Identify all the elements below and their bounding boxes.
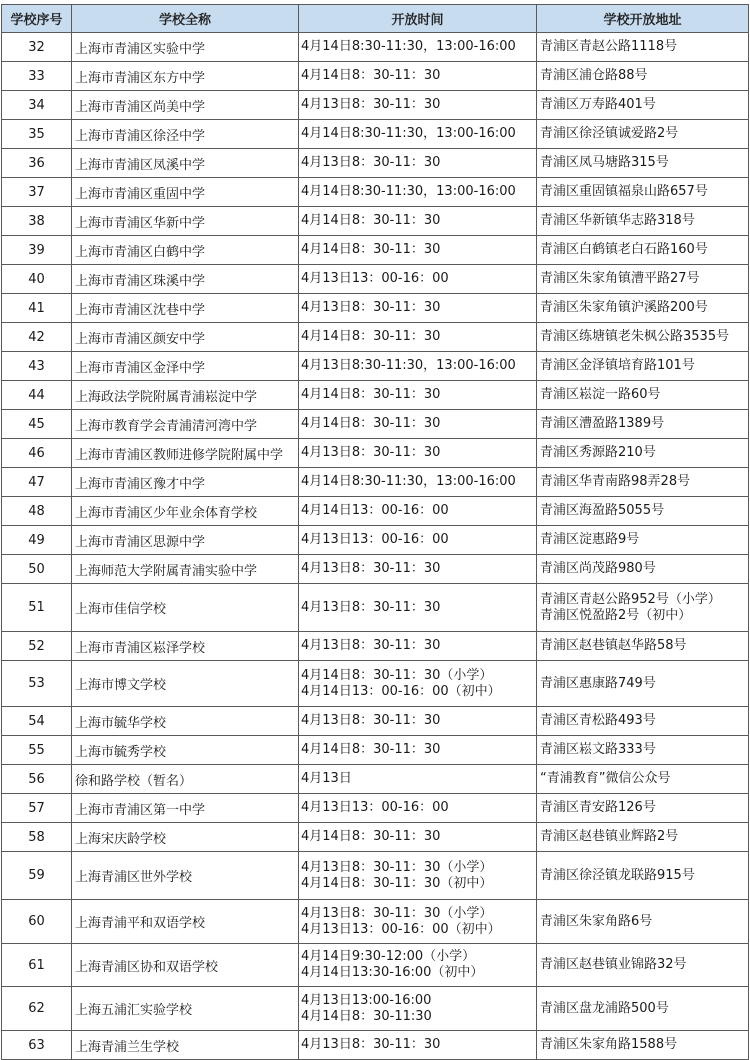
table-row — [2, 149, 749, 178]
cell-school-number: 45 — [2, 410, 72, 439]
cell-school-name: 上海市青浦区东方中学 — [72, 62, 299, 91]
cell-open-address — [537, 1031, 749, 1060]
cell-open-address — [537, 468, 749, 497]
cell-school-number: 48 — [2, 497, 72, 526]
open-time-line: 4月14日8：30-11：30 — [301, 387, 441, 402]
cell-school-name: 上海市博文学校 — [72, 661, 299, 707]
cell-open-address — [537, 497, 749, 526]
open-address-line: 青浦区惠康路749号 — [540, 675, 656, 691]
open-address-line: 青浦区重固镇福泉山路657号 — [540, 184, 708, 199]
cell-school-name: 徐和路学校（暂名） — [72, 765, 299, 794]
cell-school-name: 上海市青浦区教师进修学院附属中学 — [72, 439, 299, 468]
open-time-line: 4月14日8：30-11：30 — [301, 329, 441, 344]
cell-school-number: 35 — [2, 120, 72, 149]
open-time-line: 4月14日8:30-11:30，13:00-16:00 — [301, 184, 516, 199]
table-row — [2, 823, 749, 852]
cell-school-number: 56 — [2, 765, 72, 794]
cell-open-address — [537, 91, 749, 120]
open-address-line: 青浦区徐泾镇龙联路915号 — [540, 867, 695, 883]
open-address-line: 青浦区凤马塘路315号 — [540, 155, 669, 170]
open-time-line: 4月14日9:30-12:00（小学） — [301, 949, 476, 964]
table-row — [2, 91, 749, 120]
cell-open-time — [299, 736, 537, 765]
cell-open-address — [537, 707, 749, 736]
table-row — [2, 794, 749, 823]
cell-school-name: 上海师范大学附属青浦实验中学 — [72, 555, 299, 584]
cell-school-name: 上海市青浦区重固中学 — [72, 178, 299, 207]
cell-school-name: 上海青浦平和双语学校 — [72, 900, 299, 944]
cell-open-address — [537, 794, 749, 823]
table-body — [2, 33, 749, 1060]
cell-school-name: 上海市青浦区第一中学 — [72, 794, 299, 823]
open-address-line: 青浦区赵巷镇业辉路2号 — [540, 829, 679, 844]
cell-open-time — [299, 352, 537, 381]
cell-open-time — [299, 765, 537, 794]
open-address-line: 青浦区白鹤镇老白石路160号 — [540, 242, 708, 257]
cell-school-name: 上海市青浦区尚美中学 — [72, 91, 299, 120]
cell-school-name: 上海政法学院附属青浦崧淀中学 — [72, 381, 299, 410]
cell-school-number: 32 — [2, 33, 72, 62]
open-address-line: 青浦区万寿路401号 — [540, 97, 656, 112]
cell-open-address — [537, 944, 749, 987]
open-time-line: 4月14日8：30-11：30 — [301, 416, 441, 431]
cell-school-name: 上海市教育学会青浦清河湾中学 — [72, 410, 299, 439]
table-row — [2, 439, 749, 468]
cell-school-name: 上海市青浦区凤溪中学 — [72, 149, 299, 178]
cell-open-time — [299, 584, 537, 632]
table-row — [2, 765, 749, 794]
open-address-line: 青浦区盘龙浦路500号 — [540, 1000, 669, 1016]
open-time-line: 4月14日8：30-11：30（小学） — [301, 667, 493, 683]
table-row — [2, 1031, 749, 1060]
open-address-line: 青浦区华青南路98弄28号 — [540, 474, 691, 489]
open-time-line: 4月13日8：30-11：30 — [301, 445, 441, 460]
table-row — [2, 265, 749, 294]
open-time-line: 4月14日8:30-11:30，13:00-16:00 — [301, 474, 516, 489]
cell-school-number: 58 — [2, 823, 72, 852]
open-time-line: 4月14日8：30-11:30 — [301, 1008, 432, 1024]
open-time-line: 4月13日13：00-16：00（初中） — [301, 921, 501, 937]
open-time-line: 4月13日8：30-11：30（小学） — [301, 859, 493, 875]
table-row — [2, 497, 749, 526]
open-time-line: 4月14日8:30-11:30，13:00-16:00 — [301, 39, 516, 54]
table-row — [2, 294, 749, 323]
cell-school-number: 63 — [2, 1031, 72, 1060]
open-address-line: 青浦区华新镇华志路318号 — [540, 213, 695, 228]
cell-school-number: 39 — [2, 236, 72, 265]
open-address-line: 青浦区青安路126号 — [540, 800, 656, 815]
cell-open-address — [537, 236, 749, 265]
cell-school-number: 37 — [2, 178, 72, 207]
open-address-line: 青浦区尚茂路980号 — [540, 561, 656, 576]
open-address-line: 青浦区青赵公路952号（小学） — [540, 591, 721, 607]
open-time-line: 4月13日8：30-11：30 — [301, 300, 441, 315]
cell-school-number: 54 — [2, 707, 72, 736]
open-address-line: 青浦区崧文路333号 — [540, 742, 656, 757]
open-address-line: 青浦区朱家角镇漕平路27号 — [540, 271, 700, 286]
cell-open-address — [537, 900, 749, 944]
cell-open-time — [299, 987, 537, 1031]
cell-school-name: 上海市青浦区金泽中学 — [72, 352, 299, 381]
cell-school-number: 40 — [2, 265, 72, 294]
open-time-line: 4月13日8：30-11：30 — [301, 599, 441, 615]
open-time-line: 4月14日8：30-11：30 — [301, 829, 441, 844]
table-row — [2, 944, 749, 987]
cell-open-address — [537, 294, 749, 323]
cell-open-address — [537, 120, 749, 149]
cell-open-time — [299, 555, 537, 584]
cell-open-time — [299, 149, 537, 178]
cell-school-name: 上海市佳信学校 — [72, 584, 299, 632]
cell-school-name: 上海市青浦区华新中学 — [72, 207, 299, 236]
cell-school-number: 61 — [2, 944, 72, 987]
table-row — [2, 736, 749, 765]
table-row — [2, 555, 749, 584]
cell-school-name: 上海市青浦区沈巷中学 — [72, 294, 299, 323]
cell-open-address — [537, 33, 749, 62]
table-row — [2, 526, 749, 555]
open-address-line: 青浦区漕盈路1389号 — [540, 416, 665, 431]
cell-open-address — [537, 323, 749, 352]
header-school-number: 学校序号 — [2, 5, 72, 33]
cell-school-name: 上海市毓秀学校 — [72, 736, 299, 765]
cell-open-time — [299, 468, 537, 497]
open-address-line: 青浦区朱家角镇沪溪路200号 — [540, 300, 708, 315]
open-address-line: 青浦区青赵公路1118号 — [540, 39, 678, 54]
cell-school-name: 上海青浦区世外学校 — [72, 852, 299, 900]
cell-open-address — [537, 207, 749, 236]
cell-school-number: 53 — [2, 661, 72, 707]
cell-school-name: 上海市青浦区少年业余体育学校 — [72, 497, 299, 526]
cell-open-address — [537, 584, 749, 632]
cell-open-address — [537, 736, 749, 765]
table-row — [2, 33, 749, 62]
cell-open-address — [537, 352, 749, 381]
cell-open-address — [537, 661, 749, 707]
cell-school-name: 上海宋庆龄学校 — [72, 823, 299, 852]
table-row — [2, 987, 749, 1031]
open-address-line: 青浦区秀源路210号 — [540, 445, 656, 460]
table-row — [2, 178, 749, 207]
cell-open-address — [537, 265, 749, 294]
header-school-name: 学校全称 — [72, 5, 299, 33]
cell-school-name: 上海青浦兰生学校 — [72, 1031, 299, 1060]
cell-school-number: 34 — [2, 91, 72, 120]
cell-school-name: 上海市青浦区珠溪中学 — [72, 265, 299, 294]
cell-open-time — [299, 900, 537, 944]
open-time-line: 4月13日8:30-11:30，13:00-16:00 — [301, 358, 516, 373]
table-header — [2, 5, 749, 33]
open-address-line: 青浦区朱家角路6号 — [540, 913, 653, 929]
cell-school-number: 36 — [2, 149, 72, 178]
cell-open-address — [537, 526, 749, 555]
cell-open-time — [299, 381, 537, 410]
table-row — [2, 584, 749, 632]
table-row — [2, 707, 749, 736]
cell-school-number: 44 — [2, 381, 72, 410]
cell-open-time — [299, 120, 537, 149]
cell-school-name: 上海市青浦区豫才中学 — [72, 468, 299, 497]
cell-open-time — [299, 852, 537, 900]
cell-open-time — [299, 526, 537, 555]
cell-school-number: 52 — [2, 632, 72, 661]
open-time-line: 4月13日8：30-11：30 — [301, 561, 441, 576]
open-time-line: 4月14日8：30-11：30 — [301, 742, 441, 757]
table-row — [2, 207, 749, 236]
table-row — [2, 632, 749, 661]
cell-school-name: 上海青浦区协和双语学校 — [72, 944, 299, 987]
cell-school-name: 上海五浦汇实验学校 — [72, 987, 299, 1031]
cell-open-time — [299, 794, 537, 823]
open-time-line: 4月13日8：30-11：30 — [301, 97, 441, 112]
table-row — [2, 661, 749, 707]
cell-open-time — [299, 632, 537, 661]
cell-school-number: 46 — [2, 439, 72, 468]
table-row — [2, 120, 749, 149]
cell-open-address — [537, 439, 749, 468]
cell-school-name: 上海市青浦区思源中学 — [72, 526, 299, 555]
cell-open-time — [299, 91, 537, 120]
cell-school-number: 51 — [2, 584, 72, 632]
open-address-line: 青浦区徐泾镇诚爱路2号 — [540, 126, 679, 141]
cell-open-time — [299, 62, 537, 91]
cell-open-address — [537, 62, 749, 91]
open-time-line: 4月14日8:30-11:30，13:00-16:00 — [301, 126, 516, 141]
cell-open-time — [299, 823, 537, 852]
cell-open-time — [299, 497, 537, 526]
open-time-line: 4月13日13：00-16：00 — [301, 800, 449, 815]
header-open-address: 学校开放地址 — [537, 5, 749, 33]
cell-open-time — [299, 410, 537, 439]
table-row — [2, 236, 749, 265]
cell-school-number: 49 — [2, 526, 72, 555]
open-address-line: 青浦区金泽镇培育路101号 — [540, 358, 695, 373]
cell-open-address — [537, 765, 749, 794]
open-time-line: 4月13日8：30-11：30 — [301, 155, 441, 170]
cell-open-time — [299, 944, 537, 987]
open-address-line: 青浦区浦仓路88号 — [540, 68, 648, 83]
cell-school-name: 上海市青浦区徐泾中学 — [72, 120, 299, 149]
cell-open-time — [299, 178, 537, 207]
open-address-line: 青浦区海盈路5055号 — [540, 503, 665, 518]
cell-open-time — [299, 265, 537, 294]
open-time-line: 4月14日8：30-11：30（初中） — [301, 875, 493, 891]
cell-open-time — [299, 323, 537, 352]
table-row — [2, 323, 749, 352]
open-time-line: 4月14日13：00-16：00（初中） — [301, 683, 501, 699]
header-row — [2, 5, 749, 33]
cell-school-number: 42 — [2, 323, 72, 352]
open-address-line: 青浦区朱家角路1588号 — [540, 1037, 678, 1052]
cell-school-number: 41 — [2, 294, 72, 323]
table-row — [2, 852, 749, 900]
cell-open-time — [299, 439, 537, 468]
cell-open-address — [537, 149, 749, 178]
table-row — [2, 62, 749, 91]
open-time-line: 4月13日 — [301, 771, 352, 786]
open-time-line: 4月13日13：00-16：00 — [301, 532, 449, 547]
cell-open-time — [299, 661, 537, 707]
cell-school-number: 55 — [2, 736, 72, 765]
open-time-line: 4月14日8：30-11：30 — [301, 68, 441, 83]
cell-open-address — [537, 178, 749, 207]
table-row — [2, 410, 749, 439]
cell-open-time — [299, 294, 537, 323]
cell-school-number: 59 — [2, 852, 72, 900]
open-time-line: 4月13日13：00-16：00 — [301, 271, 449, 286]
header-open-time: 开放时间 — [299, 5, 537, 33]
cell-school-name: 上海市青浦区白鹤中学 — [72, 236, 299, 265]
open-address-line: “青浦教育”微信公众号 — [540, 771, 671, 786]
cell-school-name: 上海市青浦区实验中学 — [72, 33, 299, 62]
cell-open-address — [537, 823, 749, 852]
open-time-line: 4月13日8：30-11：30 — [301, 1037, 441, 1052]
open-time-line: 4月14日8：30-11：30 — [301, 213, 441, 228]
school-open-day-table — [1, 4, 749, 1060]
open-address-line: 青浦区赵巷镇业锦路32号 — [540, 957, 687, 972]
table-row — [2, 381, 749, 410]
open-address-line: 青浦区崧淀一路60号 — [540, 387, 661, 402]
cell-open-time — [299, 1031, 537, 1060]
table-row — [2, 352, 749, 381]
cell-school-number: 47 — [2, 468, 72, 497]
open-address-line: 青浦区淀惠路9号 — [540, 532, 640, 547]
open-address-line: 青浦区青松路493号 — [540, 713, 656, 728]
cell-school-number: 57 — [2, 794, 72, 823]
open-time-line: 4月14日13：00-16：00 — [301, 503, 449, 518]
cell-open-time — [299, 236, 537, 265]
cell-open-address — [537, 852, 749, 900]
cell-open-address — [537, 555, 749, 584]
cell-school-name: 上海市青浦区颜安中学 — [72, 323, 299, 352]
cell-school-number: 60 — [2, 900, 72, 944]
open-address-line: 青浦区练塘镇老朱枫公路3535号 — [540, 329, 730, 344]
cell-open-address — [537, 632, 749, 661]
cell-open-address — [537, 381, 749, 410]
open-address-line: 青浦区悦盈路2号（初中） — [540, 607, 692, 623]
open-time-line: 4月13日8：30-11：30 — [301, 638, 441, 653]
open-address-line: 青浦区赵巷镇赵华路58号 — [540, 638, 687, 653]
cell-school-name: 上海市青浦区崧泽学校 — [72, 632, 299, 661]
cell-school-name: 上海市毓华学校 — [72, 707, 299, 736]
open-time-line: 4月14日8：30-11：30 — [301, 242, 441, 257]
open-time-line: 4月13日8：30-11：30 — [301, 713, 441, 728]
table-row — [2, 900, 749, 944]
cell-school-number: 38 — [2, 207, 72, 236]
open-time-line: 4月13日13:00-16:00 — [301, 992, 432, 1008]
cell-school-number: 50 — [2, 555, 72, 584]
cell-open-address — [537, 410, 749, 439]
table-row — [2, 468, 749, 497]
open-time-line: 4月13日8：30-11：30（小学） — [301, 905, 493, 921]
cell-school-number: 62 — [2, 987, 72, 1031]
open-time-line: 4月14日13:30-16:00（初中） — [301, 965, 484, 980]
cell-open-time — [299, 207, 537, 236]
cell-school-number: 33 — [2, 62, 72, 91]
cell-school-number: 43 — [2, 352, 72, 381]
cell-open-time — [299, 33, 537, 62]
cell-open-time — [299, 707, 537, 736]
cell-open-address — [537, 987, 749, 1031]
